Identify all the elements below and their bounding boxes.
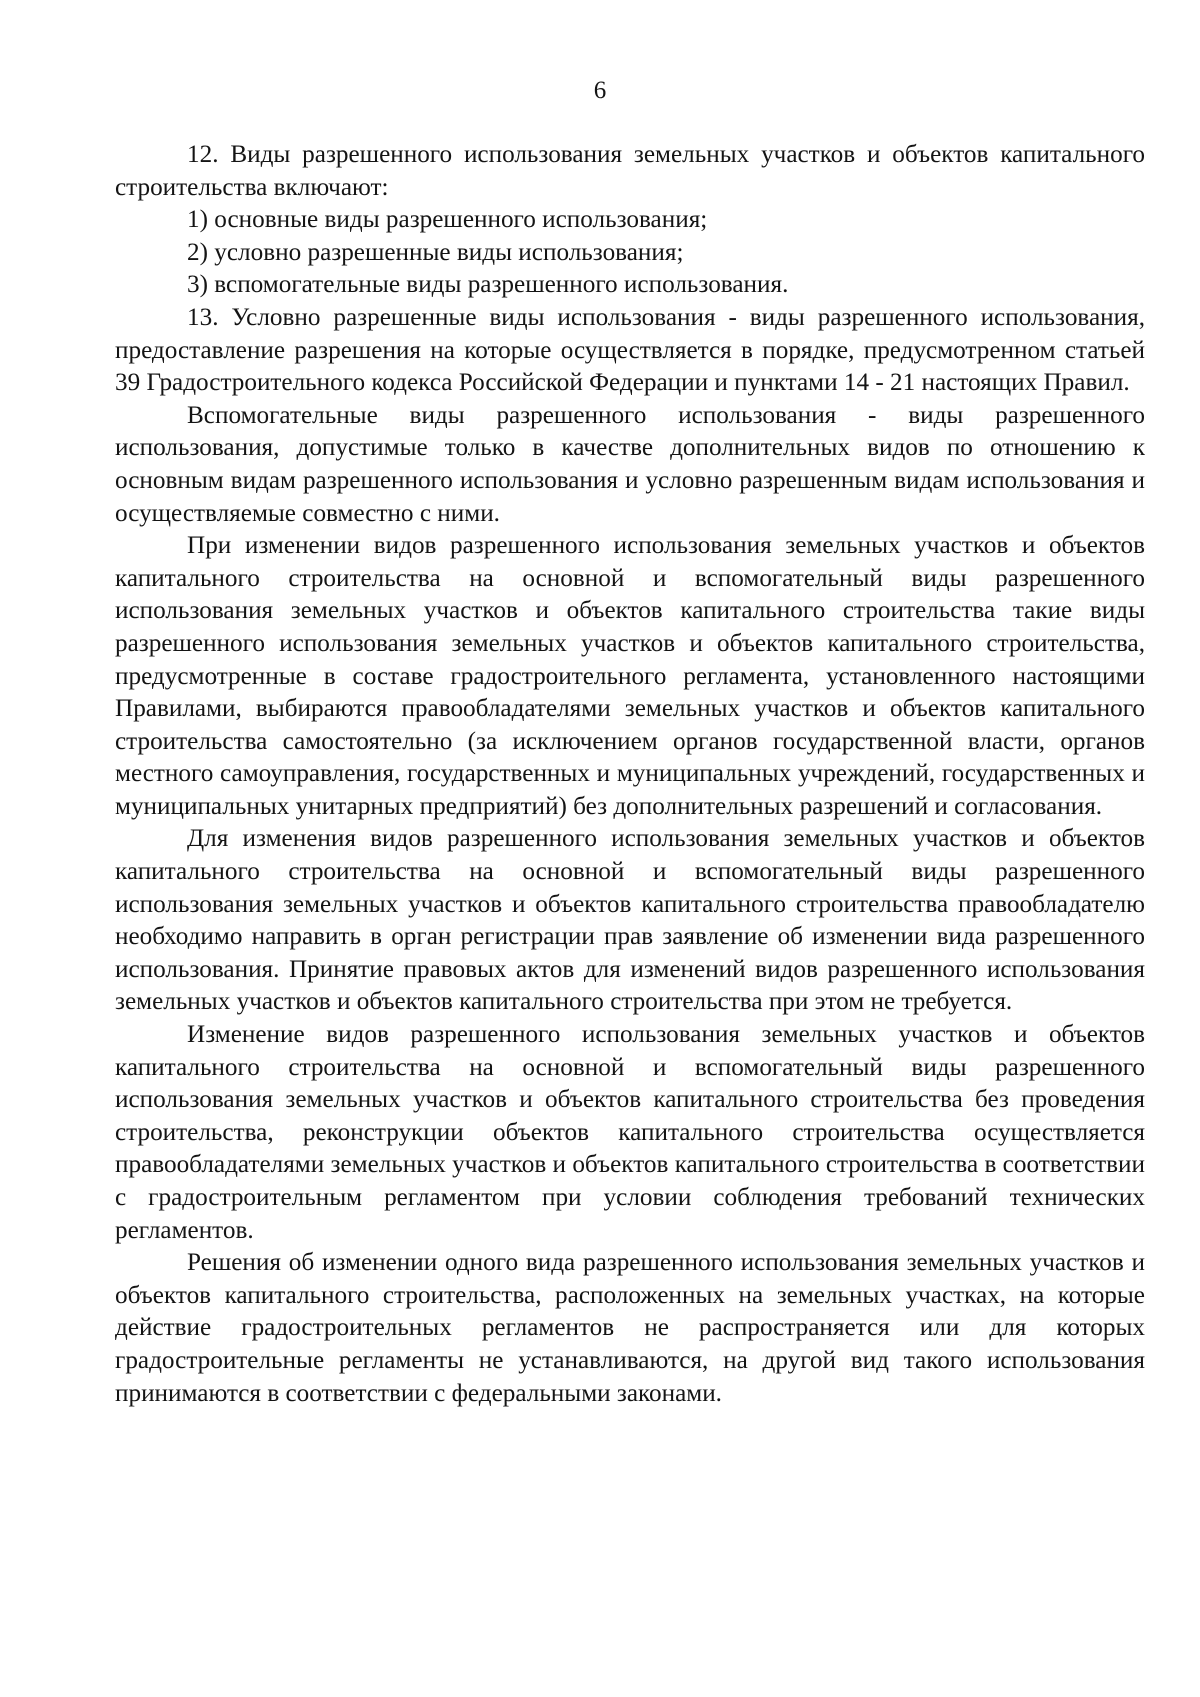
list-item: 2) условно разрешенные виды использования; [187, 238, 684, 266]
auxiliary-uses-paragraph: Вспомогательные виды разрешенного использования - виды разрешенного использования, допустимые только в качестве дополнительных видов по отношению к основным видам разрешенного использования и условно разрешенным видам использования и осуществляемые совместно с ними. [115, 401, 1145, 527]
change-of-use-paragraph: При изменении видов разрешенного использования земельных участков и объектов капитального строительства на основной и вспомогательный виды разрешенного использования земельных участков и объектов капитального строительства такие виды разрешенного использования земельных участков и объектов капитального строительства, предусмотренные в составе градостроительного регламента, установленного настоящими Правилами, выбираются правообладателями земельных участков и объектов капитального строительства самостоятельно (за исключением органов государственной власти, органов местного самоуправления, государственных и муниципальных учреждений, государственных и муниципальных унитарных предприятий) без дополнительных разрешений и согласования. [115, 532, 1145, 820]
federal-law-paragraph: Решения об изменении одного вида разрешенного использования земельных участков и объектов капитального строительства, расположенных на земельных участках, на которые действие градостроительных регламентов не распространяется или для которых градостроительные регламенты не устанавливаются, на другой вид такого использования принимаются в соответствии с федеральными законами. [115, 1249, 1145, 1407]
page-number: 6 [593, 77, 607, 104]
section-13-paragraph: 13. Условно разрешенные виды использования - виды разрешенного использования, предоставление разрешения на которые осуществляется в порядке, предусмотренном статьей 39 Градостроительного кодекса Российской Федерации и пунктами 14 - 21 настоящих Правил. [115, 303, 1145, 397]
document-body [115, 139, 1145, 1410]
change-without-construction-paragraph: Изменение видов разрешенного использования земельных участков и объектов капитального строительства на основной и вспомогательный виды разрешенного использования земельных участков и объектов капитального строительства без проведения строительства, реконструкции объектов капитального строительства осуществляется правообладателями земельных участков и объектов капитального строительства в соответствии с градостроительным регламентом при условии соблюдения требований технических регламентов. [115, 1021, 1145, 1244]
application-paragraph: Для изменения видов разрешенного использования земельных участков и объектов капитального строительства на основной и вспомогательный виды разрешенного использования земельных участков и объектов капитального строительства правообладателю необходимо направить в орган регистрации прав заявление об изменении вида разрешенного использования. Принятие правовых актов для изменений видов разрешенного использования земельных участков и объектов капитального строительства при этом не требуется. [115, 825, 1145, 1016]
section-12-intro: 12. Виды разрешенного использования земельных участков и объектов капитального строительства включают: [115, 141, 1145, 201]
list-item: 1) основные виды разрешенного использования; [187, 206, 708, 234]
list-item: 3) вспомогательные виды разрешенного использования. [187, 271, 789, 299]
